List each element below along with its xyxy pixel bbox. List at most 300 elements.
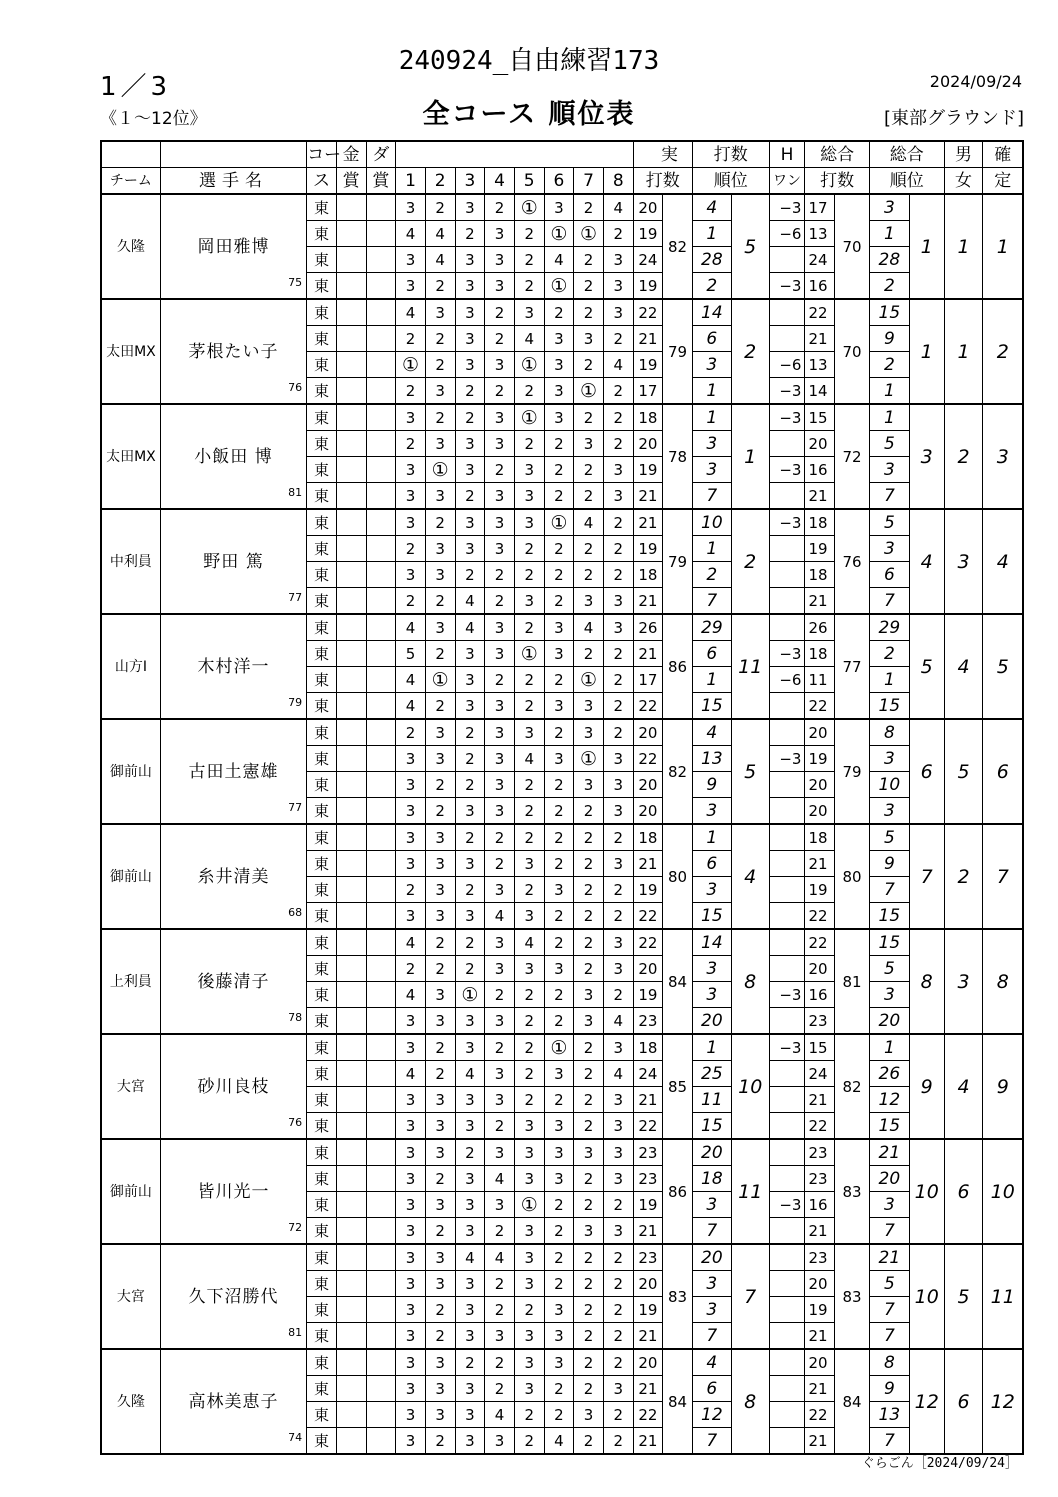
hole-score: ①	[544, 1034, 574, 1061]
hole-score: 3	[574, 431, 604, 457]
hole-score: 3	[603, 273, 633, 300]
hole-score: 3	[455, 1192, 485, 1218]
course-cell: 東	[307, 509, 337, 536]
actual-strokes: 84	[663, 929, 693, 1034]
da-award-cell	[366, 1192, 396, 1218]
col-actual: 実	[633, 141, 692, 168]
hole-in-one-bonus: −3	[769, 404, 805, 431]
hole-score: ①	[574, 221, 604, 247]
actual-strokes: 85	[663, 1034, 693, 1139]
round-total: 22	[805, 903, 835, 930]
hole-score: 3	[603, 929, 633, 956]
hole-score: 3	[544, 352, 574, 378]
da-award-cell	[366, 352, 396, 378]
round-strokes: 19	[633, 536, 663, 562]
player-name-text: 糸井清美	[197, 866, 270, 887]
player-name	[160, 299, 306, 404]
hole-in-one-bonus: −3	[769, 457, 805, 483]
round-total-rank: 7	[869, 877, 909, 903]
hole-score: 2	[485, 1218, 515, 1245]
course-cell: 東	[307, 614, 337, 641]
round-total: 19	[805, 746, 835, 772]
total-rank: 1	[909, 299, 944, 404]
actual-strokes: 78	[663, 404, 693, 509]
final-rank: 9	[983, 1034, 1023, 1139]
actual-strokes: 82	[663, 194, 693, 299]
hole-score: 3	[603, 247, 633, 273]
round-strokes: 21	[633, 641, 663, 667]
round-total: 23	[805, 1244, 835, 1271]
hole-score: 3	[603, 614, 633, 641]
course-cell: 東	[307, 1376, 337, 1402]
round-total-rank: 15	[869, 693, 909, 720]
col-total-rank-label: 順位	[869, 168, 944, 195]
gold-award-cell	[336, 929, 366, 956]
hole-in-one-bonus: −3	[769, 746, 805, 772]
hole-score: 3	[574, 326, 604, 352]
strokes-rank: 11	[731, 614, 769, 719]
round-total: 23	[805, 1008, 835, 1035]
hole-score: 3	[455, 693, 485, 720]
gold-award-cell	[336, 772, 366, 798]
round-rank: 28	[692, 247, 731, 273]
hole-score: 3	[544, 1297, 574, 1323]
hole-score: 5	[396, 641, 426, 667]
course-cell: 東	[307, 1349, 337, 1376]
col-course: コー	[307, 141, 337, 168]
round-rank: 25	[692, 1061, 731, 1087]
round-rank: 6	[692, 641, 731, 667]
round-total-rank: 3	[869, 798, 909, 825]
gold-award-cell	[336, 667, 366, 693]
hole-score: 2	[514, 1008, 544, 1035]
round-rank: 15	[692, 903, 731, 930]
hole-score: 3	[544, 693, 574, 720]
hole-score: 2	[574, 1349, 604, 1376]
round-strokes: 20	[633, 1349, 663, 1376]
hole-score: 3	[544, 641, 574, 667]
hole-score: 2	[514, 562, 544, 588]
da-award-cell	[366, 667, 396, 693]
gender-rank: 4	[944, 1034, 983, 1139]
hole-in-one-bonus	[769, 1323, 805, 1350]
hole-score: 3	[455, 1323, 485, 1350]
player-age: 77	[288, 591, 303, 604]
da-award-cell	[366, 1034, 396, 1061]
round-total-rank: 15	[869, 903, 909, 930]
hole-score: 2	[485, 1297, 515, 1323]
da-award-cell	[366, 877, 396, 903]
hole-score: 3	[396, 483, 426, 510]
hole-score: 2	[455, 1349, 485, 1376]
player-age: 77	[288, 801, 303, 814]
hole-header: 4	[485, 168, 515, 195]
strokes-rank: 4	[731, 824, 769, 929]
round-total: 13	[805, 352, 835, 378]
hole-score: 3	[485, 1061, 515, 1087]
hole-score: 2	[455, 404, 485, 431]
hole-score: 2	[603, 667, 633, 693]
round-rank: 14	[692, 299, 731, 326]
hole-score: 3	[396, 1034, 426, 1061]
hole-in-one-bonus	[769, 772, 805, 798]
hole-score: 2	[603, 877, 633, 903]
hole-score: 3	[603, 1113, 633, 1140]
hole-score: 3	[396, 1218, 426, 1245]
da-award-cell	[366, 824, 396, 851]
round-total: 19	[805, 1297, 835, 1323]
hole-score: 2	[455, 824, 485, 851]
course-cell: 東	[307, 824, 337, 851]
hole-score: 4	[455, 588, 485, 615]
round-total: 20	[805, 956, 835, 982]
course-cell: 東	[307, 929, 337, 956]
col-da: ダ	[366, 141, 396, 168]
hole-score: 3	[455, 1297, 485, 1323]
hole-in-one-bonus	[769, 1271, 805, 1297]
round-rank: 15	[692, 693, 731, 720]
round-total: 20	[805, 772, 835, 798]
round-strokes: 21	[633, 1218, 663, 1245]
gold-award-cell	[336, 719, 366, 746]
hole-score: 3	[396, 1402, 426, 1428]
hole-score: 2	[574, 641, 604, 667]
da-award-cell	[366, 1402, 396, 1428]
da-award-cell	[366, 1139, 396, 1166]
hole-score: 2	[455, 221, 485, 247]
hole-score: 3	[425, 1192, 455, 1218]
hole-score: 3	[514, 509, 544, 536]
hole-score: 3	[396, 194, 426, 221]
hole-score: 2	[455, 719, 485, 746]
hole-in-one-bonus	[769, 1087, 805, 1113]
round-rank: 9	[692, 772, 731, 798]
hole-in-one-bonus	[769, 588, 805, 615]
da-award-cell	[366, 1297, 396, 1323]
hole-in-one-bonus	[769, 903, 805, 930]
round-total: 19	[805, 877, 835, 903]
col-course-label: ス	[307, 168, 337, 195]
round-total-rank: 9	[869, 851, 909, 877]
hole-in-one-bonus	[769, 299, 805, 326]
col-hone: H	[769, 141, 805, 168]
gold-award-cell	[336, 562, 366, 588]
round-total-rank: 12	[869, 1087, 909, 1113]
gold-award-cell	[336, 378, 366, 405]
gold-award-cell	[336, 1113, 366, 1140]
gold-award-cell	[336, 221, 366, 247]
hole-header: 3	[455, 168, 485, 195]
hole-score: 2	[603, 562, 633, 588]
hole-score: 3	[485, 1323, 515, 1350]
player-age: 74	[288, 1431, 303, 1444]
hole-score: 3	[396, 1113, 426, 1140]
da-award-cell	[366, 693, 396, 720]
hole-score: 3	[514, 719, 544, 746]
hole-score: 2	[396, 719, 426, 746]
hole-score: 4	[514, 929, 544, 956]
hole-score: 3	[514, 1376, 544, 1402]
hole-score: 3	[603, 299, 633, 326]
hole-score: 3	[514, 483, 544, 510]
hole-score: 4	[574, 509, 604, 536]
hole-score: 2	[514, 1061, 544, 1087]
course-cell: 東	[307, 667, 337, 693]
hole-score: 3	[425, 877, 455, 903]
gold-award-cell	[336, 1244, 366, 1271]
round-total-rank: 20	[869, 1008, 909, 1035]
hole-score: 3	[396, 1271, 426, 1297]
hole-score: 3	[574, 982, 604, 1008]
hole-score: 3	[574, 1218, 604, 1245]
gold-award-cell	[336, 194, 366, 221]
hole-score: 3	[544, 404, 574, 431]
hole-score: 2	[455, 483, 485, 510]
gold-award-cell	[336, 956, 366, 982]
gold-award-cell	[336, 1192, 366, 1218]
hole-in-one-bonus	[769, 326, 805, 352]
gold-award-cell	[336, 1376, 366, 1402]
round-strokes: 22	[633, 693, 663, 720]
table-row	[101, 1244, 1023, 1271]
player-name	[160, 614, 306, 719]
round-rank: 3	[692, 877, 731, 903]
hole-in-one-bonus	[769, 536, 805, 562]
round-total: 20	[805, 431, 835, 457]
round-strokes: 24	[633, 247, 663, 273]
course-cell: 東	[307, 1271, 337, 1297]
hole-score: 2	[425, 1297, 455, 1323]
round-total-rank: 28	[869, 247, 909, 273]
hole-score: 3	[574, 719, 604, 746]
round-total: 16	[805, 1192, 835, 1218]
hole-score: 2	[514, 1428, 544, 1455]
round-total-rank: 7	[869, 1428, 909, 1455]
hole-score: 2	[514, 693, 544, 720]
hole-score: 3	[485, 1008, 515, 1035]
gold-award-cell	[336, 1428, 366, 1455]
round-strokes: 19	[633, 1192, 663, 1218]
hole-score: ①	[544, 221, 574, 247]
team-name: 太田MX	[101, 299, 160, 404]
hole-score: 4	[485, 1166, 515, 1192]
hole-score: 3	[455, 457, 485, 483]
hole-score: 2	[485, 667, 515, 693]
total-rank: 8	[909, 929, 944, 1034]
round-total: 26	[805, 614, 835, 641]
hole-score: 2	[514, 247, 544, 273]
round-rank: 1	[692, 1034, 731, 1061]
da-award-cell	[366, 1349, 396, 1376]
hole-score: 4	[485, 1402, 515, 1428]
round-total-rank: 9	[869, 1376, 909, 1402]
player-name	[160, 1139, 306, 1244]
hole-score: 2	[455, 378, 485, 405]
da-award-cell	[366, 1376, 396, 1402]
da-award-cell	[366, 851, 396, 877]
hole-in-one-bonus: −6	[769, 352, 805, 378]
col-gender: 男	[944, 141, 983, 168]
round-rank: 13	[692, 746, 731, 772]
hole-score: 3	[425, 982, 455, 1008]
hole-score: 3	[485, 352, 515, 378]
da-award-cell	[366, 483, 396, 510]
hole-score: 4	[603, 1008, 633, 1035]
player-age: 81	[288, 486, 303, 499]
hole-score: 3	[603, 1034, 633, 1061]
col-player-label: 選手名	[160, 168, 306, 195]
hole-score: 2	[574, 851, 604, 877]
col-da-label: 賞	[366, 168, 396, 195]
player-name-text: 岡田雅博	[197, 236, 270, 257]
round-total-rank: 1	[869, 221, 909, 247]
da-award-cell	[366, 326, 396, 352]
round-rank: 20	[692, 1139, 731, 1166]
round-total: 21	[805, 1376, 835, 1402]
player-name-text: 古田土憲雄	[188, 761, 279, 782]
hole-score: 3	[396, 798, 426, 825]
gold-award-cell	[336, 746, 366, 772]
hole-score: 3	[485, 641, 515, 667]
final-rank: 1	[983, 194, 1023, 299]
round-total-rank: 20	[869, 1166, 909, 1192]
team-name: 山方Ⅰ	[101, 614, 160, 719]
round-strokes: 22	[633, 1402, 663, 1428]
round-total: 20	[805, 1349, 835, 1376]
course-cell: 東	[307, 1061, 337, 1087]
round-total: 21	[805, 1428, 835, 1455]
col-team-label: チーム	[101, 168, 160, 195]
gold-award-cell	[336, 1323, 366, 1350]
hole-score: 2	[514, 667, 544, 693]
total-strokes: 70	[835, 299, 870, 404]
round-total: 22	[805, 693, 835, 720]
hole-score: 3	[574, 1139, 604, 1166]
hole-score: 3	[485, 1192, 515, 1218]
round-strokes: 21	[633, 1428, 663, 1455]
hole-score: 2	[514, 772, 544, 798]
hole-score: 2	[574, 1166, 604, 1192]
hole-score: 4	[396, 693, 426, 720]
round-total: 19	[805, 536, 835, 562]
hole-score: 3	[396, 1376, 426, 1402]
hole-score: 3	[603, 1139, 633, 1166]
total-strokes: 84	[835, 1349, 870, 1454]
hole-in-one-bonus: −6	[769, 667, 805, 693]
hole-header: 7	[574, 168, 604, 195]
round-total-rank: 5	[869, 824, 909, 851]
hole-score: 2	[574, 1244, 604, 1271]
round-rank: 2	[692, 562, 731, 588]
course-cell: 東	[307, 1218, 337, 1245]
round-strokes: 23	[633, 1139, 663, 1166]
round-strokes: 19	[633, 1297, 663, 1323]
da-award-cell	[366, 588, 396, 615]
course-cell: 東	[307, 1139, 337, 1166]
player-name	[160, 824, 306, 929]
course-cell: 東	[307, 982, 337, 1008]
hole-score: 3	[485, 877, 515, 903]
gold-award-cell	[336, 1061, 366, 1087]
actual-strokes: 86	[663, 614, 693, 719]
round-total: 21	[805, 1087, 835, 1113]
round-strokes: 18	[633, 1034, 663, 1061]
hole-score: 2	[574, 352, 604, 378]
round-total: 11	[805, 667, 835, 693]
hole-in-one-bonus	[769, 956, 805, 982]
hole-score: 3	[485, 404, 515, 431]
hole-score: 3	[603, 1376, 633, 1402]
hole-score: 3	[396, 903, 426, 930]
course-cell: 東	[307, 903, 337, 930]
hole-score: 2	[425, 509, 455, 536]
hole-score: 2	[574, 1061, 604, 1087]
table-row	[101, 614, 1023, 641]
hole-score: 2	[544, 903, 574, 930]
hole-score: 3	[485, 1087, 515, 1113]
da-award-cell	[366, 1087, 396, 1113]
hole-score: 2	[603, 1349, 633, 1376]
hole-score: 3	[455, 1218, 485, 1245]
round-strokes: 20	[633, 956, 663, 982]
hole-score: 2	[574, 483, 604, 510]
round-strokes: 21	[633, 1087, 663, 1113]
hole-score: 2	[514, 877, 544, 903]
hole-score: 4	[544, 247, 574, 273]
round-total-rank: 5	[869, 431, 909, 457]
hole-in-one-bonus: −3	[769, 194, 805, 221]
total-rank: 10	[909, 1139, 944, 1244]
da-award-cell	[366, 903, 396, 930]
round-total: 21	[805, 1323, 835, 1350]
da-award-cell	[366, 1113, 396, 1140]
round-rank: 3	[692, 431, 731, 457]
hole-score: 3	[544, 1349, 574, 1376]
hole-score: 2	[574, 798, 604, 825]
da-award-cell	[366, 1008, 396, 1035]
hole-score: 3	[425, 1139, 455, 1166]
hole-score: 3	[425, 824, 455, 851]
hole-score: 2	[603, 378, 633, 405]
round-strokes: 24	[633, 1061, 663, 1087]
round-strokes: 22	[633, 299, 663, 326]
gold-award-cell	[336, 1349, 366, 1376]
hole-score: 3	[396, 1297, 426, 1323]
da-award-cell	[366, 798, 396, 825]
final-rank: 2	[983, 299, 1023, 404]
hole-in-one-bonus	[769, 851, 805, 877]
hole-score: 3	[425, 851, 455, 877]
player-name	[160, 719, 306, 824]
col-confirmed-label: 定	[983, 168, 1023, 195]
round-total-rank: 8	[869, 1349, 909, 1376]
hole-score: 2	[396, 536, 426, 562]
hole-in-one-bonus: −3	[769, 1192, 805, 1218]
gold-award-cell	[336, 299, 366, 326]
hole-score: 3	[485, 719, 515, 746]
round-strokes: 21	[633, 326, 663, 352]
round-rank: 7	[692, 588, 731, 615]
course-cell: 東	[307, 746, 337, 772]
col-actual-label: 打数	[633, 168, 692, 195]
gender-rank: 3	[944, 929, 983, 1034]
hole-score: 4	[455, 1061, 485, 1087]
actual-strokes: 84	[663, 1349, 693, 1454]
hole-score: 3	[544, 956, 574, 982]
hole-score: 3	[603, 1087, 633, 1113]
hole-score: 2	[485, 1034, 515, 1061]
actual-strokes: 82	[663, 719, 693, 824]
